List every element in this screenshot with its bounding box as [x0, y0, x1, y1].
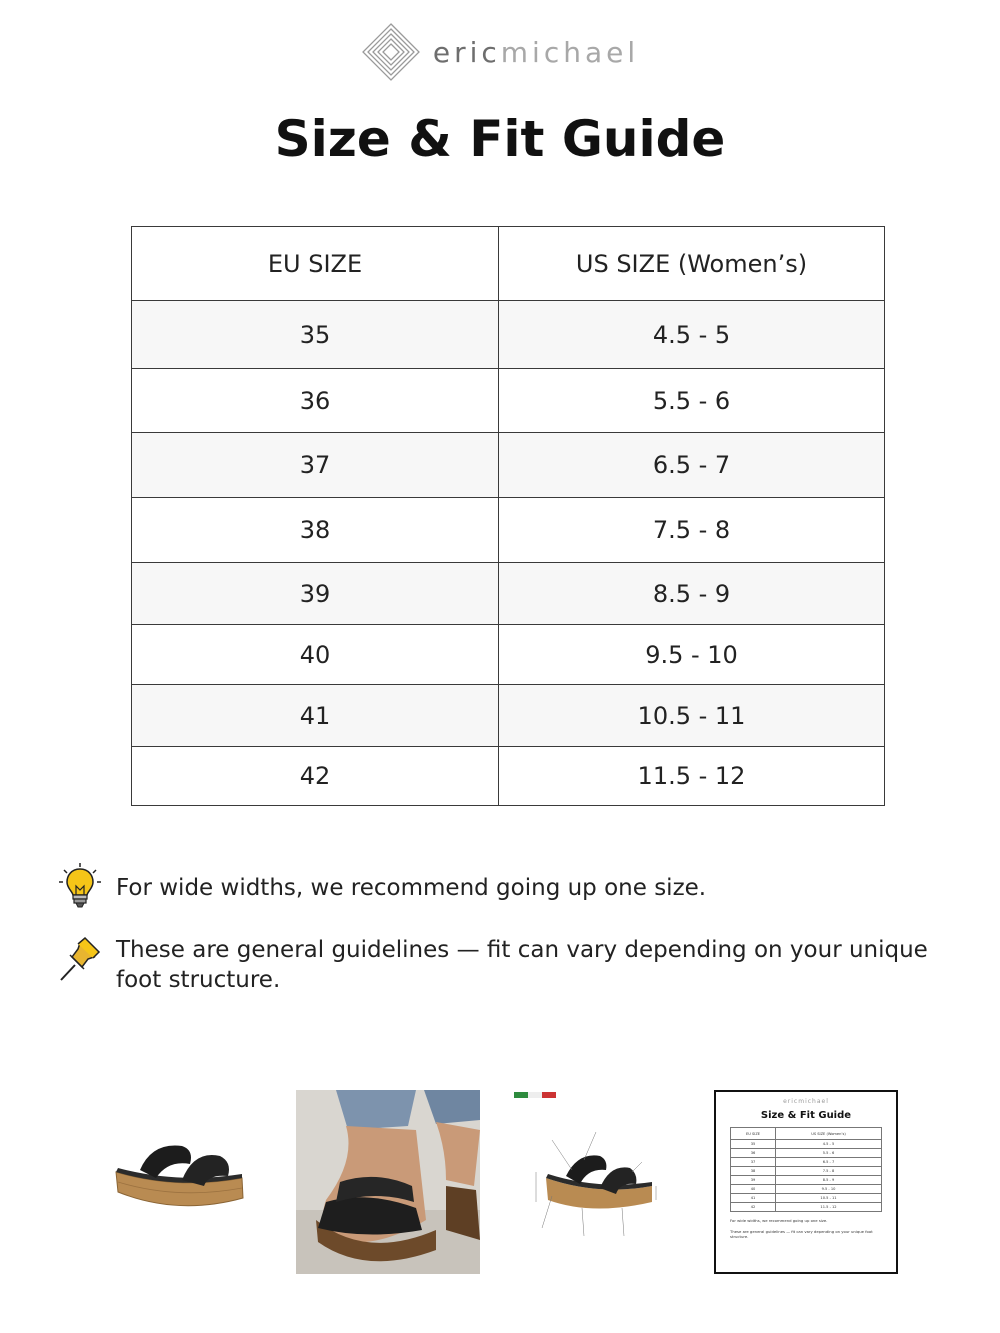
sandal-product-image [108, 1090, 248, 1230]
eu-size-cell: 41 [132, 685, 499, 747]
diamond-logo-icon [361, 22, 421, 82]
page-title: Size & Fit Guide [274, 110, 726, 168]
table-row [132, 563, 885, 625]
sandal-on-foot-thumbnail[interactable] [296, 1090, 480, 1274]
eu-size-cell: 38 [132, 498, 499, 563]
eu-size-cell: 42 [132, 747, 499, 806]
us-size-cell: 11.5 - 12 [499, 747, 885, 806]
table-header-row [132, 227, 885, 301]
header-us-size: US SIZE (Women’s) [499, 227, 885, 301]
mini-us-size-cell: 11.5 - 12 [776, 1203, 882, 1212]
mini-eu-size-cell: 37 [731, 1158, 776, 1167]
us-size-cell: 7.5 - 8 [499, 498, 885, 563]
brand-name-dark: eric [432, 35, 501, 69]
mini-eu-size-cell: 40 [731, 1185, 776, 1194]
table-row [132, 433, 885, 498]
table-row [132, 685, 885, 747]
table-row [132, 625, 885, 685]
general-guidelines-note-text: These are general guidelines — fit can vary depending on your unique foot structure. [116, 937, 928, 993]
mini-wide-width-note: For wide widths, we recommend going up one size. [730, 1218, 828, 1223]
mini-us-size-cell: 9.5 - 10 [776, 1185, 882, 1194]
mini-size-table [730, 1127, 882, 1212]
us-size-cell: 9.5 - 10 [499, 625, 885, 685]
mini-table-row [731, 1158, 882, 1167]
mini-table-row [731, 1185, 882, 1194]
us-size-cell: 10.5 - 11 [499, 685, 885, 747]
mini-eu-size-cell: 41 [731, 1194, 776, 1203]
mini-brand-logo [730, 1098, 882, 1108]
general-guidelines-note [58, 935, 956, 995]
mini-eu-size-cell: 38 [731, 1167, 776, 1176]
mini-page-title: Size & Fit Guide [760, 1110, 852, 1121]
size-table [131, 226, 885, 806]
sandal-on-foot-image [296, 1090, 480, 1274]
mini-brand-name-dark: eric [783, 1098, 799, 1105]
mini-table-row [731, 1203, 882, 1212]
eu-size-cell: 39 [132, 563, 499, 625]
mini-table-row [731, 1149, 882, 1158]
mini-us-size-cell: 8.5 - 9 [776, 1176, 882, 1185]
lightbulb-icon [58, 862, 102, 910]
eu-size-cell: 40 [132, 625, 499, 685]
mini-us-size-cell: 6.5 - 7 [776, 1158, 882, 1167]
mini-eu-size-cell: 35 [731, 1140, 776, 1149]
size-guide-thumbnail[interactable] [714, 1090, 898, 1274]
pushpin-icon [58, 935, 102, 983]
sandal-feature-diagram-image [512, 1090, 662, 1250]
mini-eu-size-cell: 39 [731, 1176, 776, 1185]
table-row [132, 747, 885, 806]
table-row [132, 369, 885, 433]
mini-table-row [731, 1167, 882, 1176]
wide-width-note [58, 862, 956, 910]
mini-us-size-cell: 7.5 - 8 [776, 1167, 882, 1176]
mini-brand-name-light: michael [798, 1098, 829, 1105]
mini-eu-size-cell: 42 [731, 1203, 776, 1212]
mini-table-row [731, 1176, 882, 1185]
mini-header-eu-size: EU SIZE [731, 1128, 776, 1140]
sandal-product-thumbnail[interactable] [108, 1090, 248, 1230]
mini-table-row [731, 1194, 882, 1203]
eu-size-cell: 36 [132, 369, 499, 433]
us-size-cell: 6.5 - 7 [499, 433, 885, 498]
mini-eu-size-cell: 36 [731, 1149, 776, 1158]
mini-general-guidelines-note: These are general guidelines — fit can vary depending on your unique foot structure. [730, 1229, 873, 1239]
wide-width-note-text: For wide widths, we recommend going up one size. [116, 875, 707, 901]
eu-size-cell: 37 [132, 433, 499, 498]
mini-us-size-cell: 5.5 - 6 [776, 1149, 882, 1158]
header-eu-size: EU SIZE [132, 227, 499, 301]
mini-header-us-size: US SIZE (Women’s) [776, 1128, 882, 1140]
us-size-cell: 4.5 - 5 [499, 301, 885, 369]
brand-name [433, 36, 639, 69]
us-size-cell: 5.5 - 6 [499, 369, 885, 433]
table-row [132, 301, 885, 369]
mini-us-size-cell: 10.5 - 11 [776, 1194, 882, 1203]
us-size-cell: 8.5 - 9 [499, 563, 885, 625]
eu-size-cell: 35 [132, 301, 499, 369]
mini-us-size-cell: 4.5 - 5 [776, 1140, 882, 1149]
brand-logo [0, 22, 1000, 82]
brand-name-light: michael [500, 35, 640, 69]
mini-table-header-row [731, 1128, 882, 1140]
sandal-feature-diagram-thumbnail[interactable] [512, 1090, 662, 1250]
mini-table-row [731, 1140, 882, 1149]
table-row [132, 498, 885, 563]
